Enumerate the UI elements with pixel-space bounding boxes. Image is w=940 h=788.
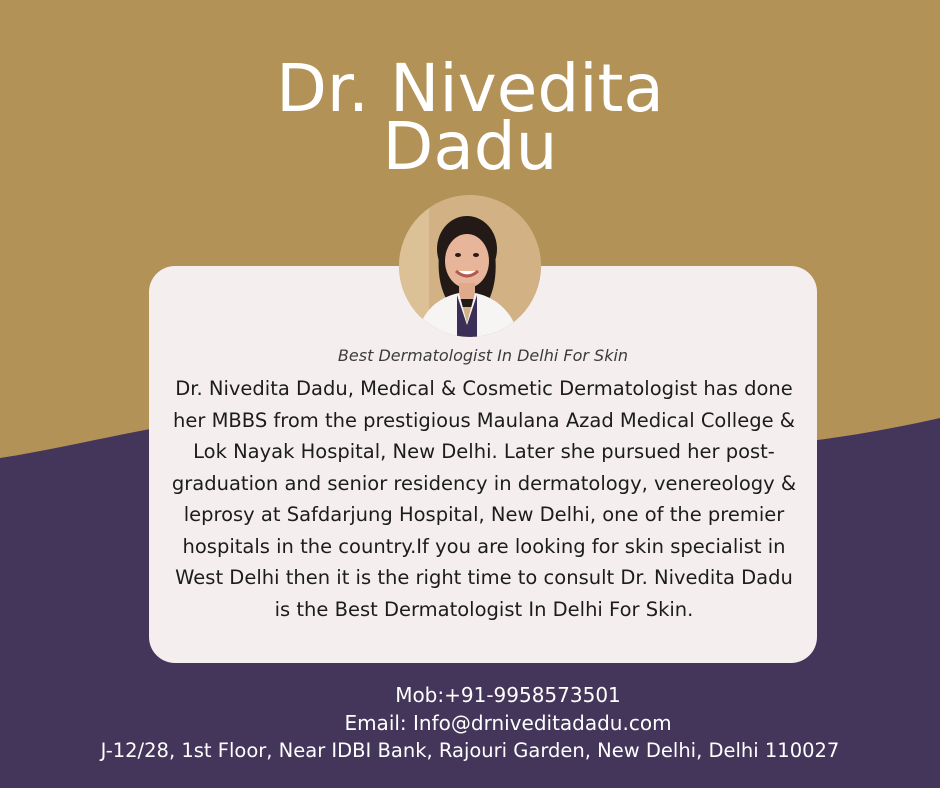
page-title-line2: Dadu (382, 108, 558, 185)
doctor-portrait (399, 195, 541, 337)
contact-mobile: Mob:+91-9958573501 (395, 683, 621, 707)
contact-email: Email: Info@drniveditadadu.com (344, 711, 672, 735)
page-title-line1: Dr. Nivedita (276, 50, 664, 127)
bio-text: Dr. Nivedita Dadu, Medical & Cosmetic Dermatologist has done her MBBS from the prestigious Maulana Azad Medical College & Lok Nayak Hospital, New Delhi. Later she pursued her post-graduation and senior residency in dermatology, venereology & leprosy at Safdarjung Hospital, New Delhi, one of the premier hospitals in the country.If you are looking for skin specialist in West Delhi then it is the right time to consult Dr. Nivedita Dadu is the Best Dermatologist In Delhi For Skin. (171, 377, 797, 621)
card-subtitle: Best Dermatologist In Delhi For Skin (337, 346, 629, 365)
contact-address: J-12/28, 1st Floor, Near IDBI Bank, Rajouri Garden, New Delhi, Delhi 110027 (100, 739, 840, 762)
